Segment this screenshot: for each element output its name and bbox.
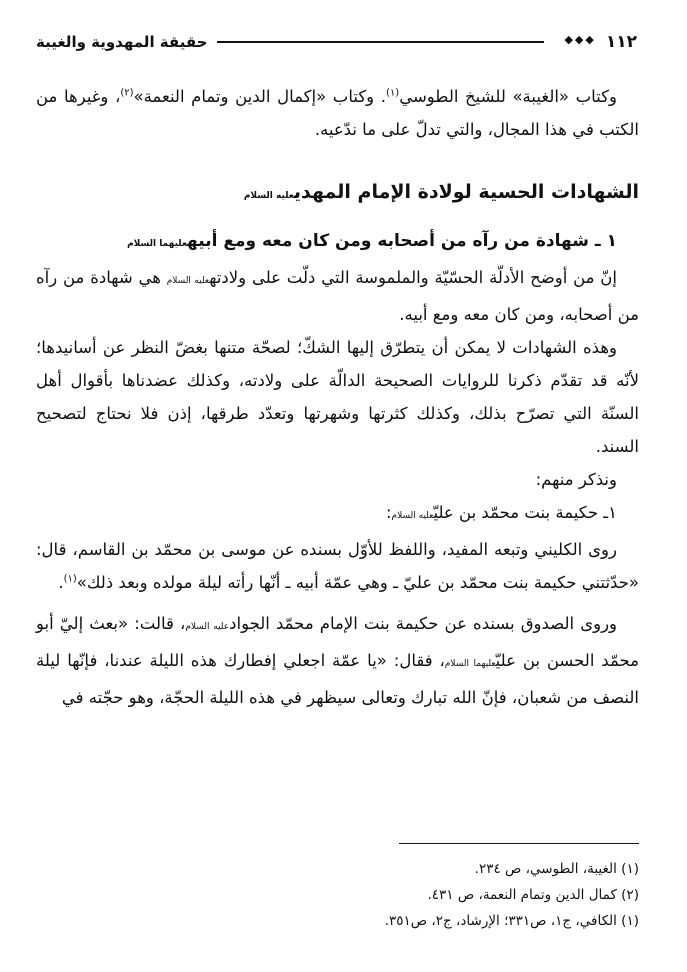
page-number: ١١٢ [605, 32, 637, 52]
diamond-ornament-icon: ◆◆◆ [564, 33, 596, 46]
list-item-heading: ١ـ حكيمة بنت محمّد بن عليّعليه السلام: [385, 503, 617, 522]
paragraph: وروى الصدوق بسنده عن حكيمة بنت الإمام محمّد الجوادعليه السلام، قالت: «بعث إليّ أبو محمّد الحسن بن عليّعليهما السلام، فقال: «يا عمّة اجعلي إفطارك هذه الليلة عندنا، فإنّها ليلة النصف من شعبان، فإنّ الله تبارك وتعالى سيظهر في هذه الليلة الحجّة، وهو حجّته في [36, 614, 639, 707]
footnote-ref[interactable]: (١) [386, 87, 400, 99]
honorific-icon: عليه السلام [243, 191, 294, 201]
honorific-icon: عليهما السلام [444, 659, 496, 669]
header-rule [217, 33, 596, 47]
book-title: حقيقة المهدوية والغيبة [36, 33, 208, 51]
paragraph: روى الكليني وتبعه المفيد، واللفظ للأوّل بسنده عن موسى بن محمّد بن القاسم، قال: «حدّثتني حكيمة بنت محمّد بن عليّ ـ وهي عمّة أبيه ـ أنّها رأته ليلة مولده وبعد ذلك»$^{(١)}$. [36, 540, 639, 592]
paragraph: ونذكر منهم: [535, 470, 617, 489]
paragraph: وهذه الشهادات لا يمكن أن يتطرّق إليها الشكّ؛ لصحّة متنها بغضّ النظر عن أسانيدها؛ لأنّه قد تقدّم ذكرنا للروايات الصحيحة الدالّة على ولادته، وكذلك عضدناها بأقوال أهل السنّة التي تصرّح بذلك، وكذلك كثرتها وشهرتها وتعدّد طرقها، إذن فلا نحتاج لتصحيح السند. [36, 338, 639, 456]
honorific-icon: عليه السلام [185, 622, 230, 632]
footnote-ref[interactable]: (٢) [120, 87, 134, 99]
honorific-icon: عليه السلام [166, 276, 210, 286]
main-text [36, 80, 639, 714]
footnote-ref[interactable]: (١) [63, 573, 77, 585]
paragraph-intro: وكتاب «الغيبة» للشيخ الطوسي$^{(١)}$. وكتاب «إكمال الدين وتمام النعمة»$^{(٢)}$، وغيرها من الكتب في هذا المجال، والتي تدلّ على ما ندّعيه. [36, 87, 639, 139]
footnotes [36, 856, 639, 934]
honorific-icon: عليهما السلام [127, 239, 188, 249]
sub-heading: ١ ـ شهادة من رآه من أصحابه ومن كان معه ومع أبيهعليهما السلام [127, 231, 617, 251]
running-header [36, 30, 637, 54]
section-title: الشهادات الحسية لولادة الإمام المهديعليه السلام [243, 181, 639, 203]
honorific-icon: عليه السلام [391, 511, 434, 521]
footnote: (٢) كمال الدين وتمام النعمة، ص ٤٣١. [427, 887, 639, 903]
paragraph: إنّ من أوضح الأدلّة الحسّيّة والملموسة التي دلّت على ولادتهعليه السلام هي شهادة من رآه من أصحابه، ومن كان معه ومع أبيه. [36, 268, 639, 324]
footnote: (١) الكافي، ج١، ص٣٣١؛ الإرشاد، ج٢، ص٣٥١. [384, 913, 639, 929]
footnote: (١) الغيبة، الطوسي، ص ٢٣٤. [474, 861, 639, 877]
footnote-separator [399, 843, 639, 844]
